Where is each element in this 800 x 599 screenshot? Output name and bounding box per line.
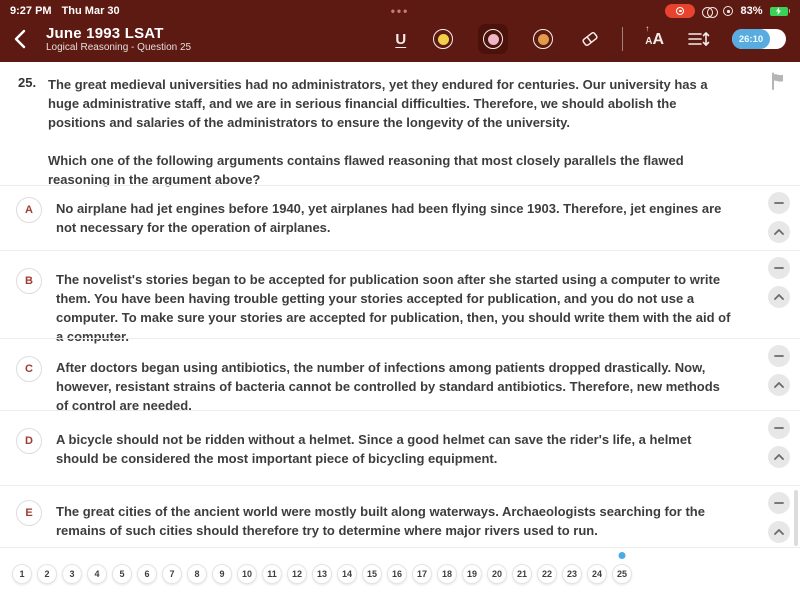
- eraser-button[interactable]: [578, 28, 602, 50]
- page-number-4[interactable]: 4: [87, 564, 107, 584]
- record-dot-icon: [676, 7, 684, 15]
- orange-highlighter-button[interactable]: [531, 27, 555, 51]
- font-size-icon: ↑ A A: [645, 23, 664, 48]
- orientation-lock-icon: [723, 6, 733, 16]
- pink-highlighter-button[interactable]: [481, 27, 505, 51]
- answer-row-d[interactable]: [0, 410, 800, 485]
- page-number-24[interactable]: 24: [587, 564, 607, 584]
- page-subtitle: Logical Reasoning - Question 25: [46, 41, 192, 53]
- answer-actions-a: [768, 192, 790, 243]
- chevron-up-icon: [774, 528, 784, 536]
- yellow-highlighter-button[interactable]: [431, 27, 455, 51]
- page-number-18[interactable]: 18: [437, 564, 457, 584]
- top-chrome: [0, 0, 800, 62]
- orange-highlighter-icon: [533, 29, 553, 49]
- minus-icon: [774, 498, 784, 508]
- chevron-up-icon: [774, 381, 784, 389]
- scrollbar[interactable]: [794, 490, 798, 546]
- chevron-up-icon: [774, 453, 784, 461]
- page-number-13[interactable]: 13: [312, 564, 332, 584]
- screen-recording-indicator[interactable]: [665, 4, 695, 18]
- page-number-20[interactable]: 20: [487, 564, 507, 584]
- eliminate-answer-d-button[interactable]: [768, 417, 790, 439]
- eliminate-answer-e-button[interactable]: [768, 492, 790, 514]
- line-spacing-icon: [688, 31, 710, 47]
- orange-highlighter-wrap: [528, 24, 558, 54]
- answer-text-b: The novelist's stories began to be accepted for publication soon after she started using a computer to write them. You have been having trouble getting your stories accepted for publication, and you do not use a computer. To make sure your stories are accepted for publication, then, you should write them with the aid of a computer.: [56, 272, 731, 344]
- page-number-14[interactable]: 14: [337, 564, 357, 584]
- page-number-5[interactable]: 5: [112, 564, 132, 584]
- page-number-10[interactable]: 10: [237, 564, 257, 584]
- answer-row-b[interactable]: [0, 250, 800, 344]
- battery-percent: 83%: [740, 5, 763, 17]
- chevron-left-icon: [14, 29, 26, 49]
- answer-text-c: After doctors began using antibiotics, the number of infections among patients dropped drastically. Now, however, resistant strains of bacteria cannot be controlled by standard antibiotics. Therefore, new methods of control are needed.: [56, 360, 720, 413]
- collapse-answer-a-button[interactable]: [768, 221, 790, 243]
- navigation-bar: [0, 22, 800, 62]
- underline-tool-button[interactable]: U: [395, 30, 407, 48]
- collapse-answer-d-button[interactable]: [768, 446, 790, 468]
- multitask-dots-icon[interactable]: •••: [390, 4, 410, 18]
- minus-icon: [774, 351, 784, 361]
- answer-actions-d: [768, 417, 790, 468]
- battery-charging-icon: [770, 7, 791, 16]
- eliminate-answer-c-button[interactable]: [768, 345, 790, 367]
- minus-icon: [774, 263, 784, 273]
- answer-letter-d[interactable]: D: [16, 428, 42, 454]
- chevron-up-icon: [774, 228, 784, 236]
- page-number-6[interactable]: 6: [137, 564, 157, 584]
- question-block: [0, 62, 800, 185]
- status-time: 9:27 PM: [10, 5, 52, 17]
- flag-question-button[interactable]: [770, 72, 786, 93]
- page-number-7[interactable]: 7: [162, 564, 182, 584]
- answer-letter-b[interactable]: B: [16, 268, 42, 294]
- page-number-23[interactable]: 23: [562, 564, 582, 584]
- answer-letter-e[interactable]: E: [16, 500, 42, 526]
- annotation-toolbar: [393, 24, 786, 54]
- timer-value: 26:10: [732, 29, 770, 49]
- question-content: [0, 62, 800, 599]
- eliminate-answer-b-button[interactable]: [768, 257, 790, 279]
- flag-icon: [770, 72, 786, 90]
- answer-actions-e: [768, 492, 790, 543]
- yellow-highlighter-icon: [433, 29, 453, 49]
- timer-toggle[interactable]: [732, 29, 786, 49]
- answer-row-e[interactable]: [0, 485, 800, 547]
- page-number-1[interactable]: 1: [12, 564, 32, 584]
- pink-highlighter-icon: [483, 29, 503, 49]
- page-number-11[interactable]: 11: [262, 564, 282, 584]
- line-spacing-button[interactable]: [686, 29, 712, 49]
- answer-text-a: No airplane had jet engines before 1940, yet airplanes had been flying since 1903. Therefore, jet engines are not necessary for the operation of airplanes.: [56, 201, 722, 235]
- collapse-answer-b-button[interactable]: [768, 286, 790, 308]
- answer-text-d: A bicycle should not be ridden without a helmet. Since a good helmet can save the rider's life, a helmet should be considered the most important piece of bicycling equipment.: [56, 432, 692, 466]
- current-question-dot: [619, 552, 626, 559]
- page-number-9[interactable]: 9: [212, 564, 232, 584]
- page-number-15[interactable]: 15: [362, 564, 382, 584]
- answer-actions-b: [768, 257, 790, 308]
- pink-highlighter-wrap: [478, 24, 508, 54]
- question-passage: The great medieval universities had no administrators, yet they endured for centuries. Our university has a huge administrative staff, and we are in serious financial difficulties. Therefore, we should abolish the positions and salaries of the administrators to ensure the longevity of the university.: [48, 77, 708, 130]
- eliminate-answer-a-button[interactable]: [768, 192, 790, 214]
- chevron-up-icon: [774, 293, 784, 301]
- font-size-button[interactable]: [643, 23, 666, 49]
- page-number-17[interactable]: 17: [412, 564, 432, 584]
- question-pagination: [0, 547, 800, 599]
- page-number-25[interactable]: 25: [612, 564, 632, 584]
- minus-icon: [774, 423, 784, 433]
- page-number-19[interactable]: 19: [462, 564, 482, 584]
- answer-text-e: The great cities of the ancient world were mostly built along waterways. Archaeologists searching for the remains of such cities should therefore try to determine where major rivers used to run.: [56, 504, 705, 538]
- back-button[interactable]: [14, 25, 38, 53]
- answer-letter-c[interactable]: C: [16, 356, 42, 382]
- page-title: June 1993 LSAT: [46, 24, 164, 42]
- page-number-22[interactable]: 22: [537, 564, 557, 584]
- question-stem: Which one of the following arguments contains flawed reasoning that most closely parallels the flawed reasoning in the argument above?: [48, 153, 684, 187]
- yellow-highlighter-wrap: [428, 24, 458, 54]
- page-number-2[interactable]: 2: [37, 564, 57, 584]
- status-date: Thu Mar 30: [61, 5, 120, 17]
- minus-icon: [774, 198, 784, 208]
- hotspot-icon: [702, 7, 716, 16]
- eraser-icon: [580, 30, 600, 48]
- answer-row-c[interactable]: [0, 338, 800, 413]
- collapse-answer-e-button[interactable]: [768, 521, 790, 543]
- page-number-8[interactable]: 8: [187, 564, 207, 584]
- page-number-16[interactable]: 16: [387, 564, 407, 584]
- question-number: 25.: [18, 75, 37, 90]
- collapse-answer-c-button[interactable]: [768, 374, 790, 396]
- answer-actions-c: [768, 345, 790, 396]
- page-number-3[interactable]: 3: [62, 564, 82, 584]
- page-number-12[interactable]: 12: [287, 564, 307, 584]
- answer-row-a[interactable]: [0, 185, 800, 250]
- page-number-21[interactable]: 21: [512, 564, 532, 584]
- answer-letter-a[interactable]: A: [16, 197, 42, 223]
- toolbar-divider: [622, 27, 623, 51]
- status-bar: [0, 0, 800, 22]
